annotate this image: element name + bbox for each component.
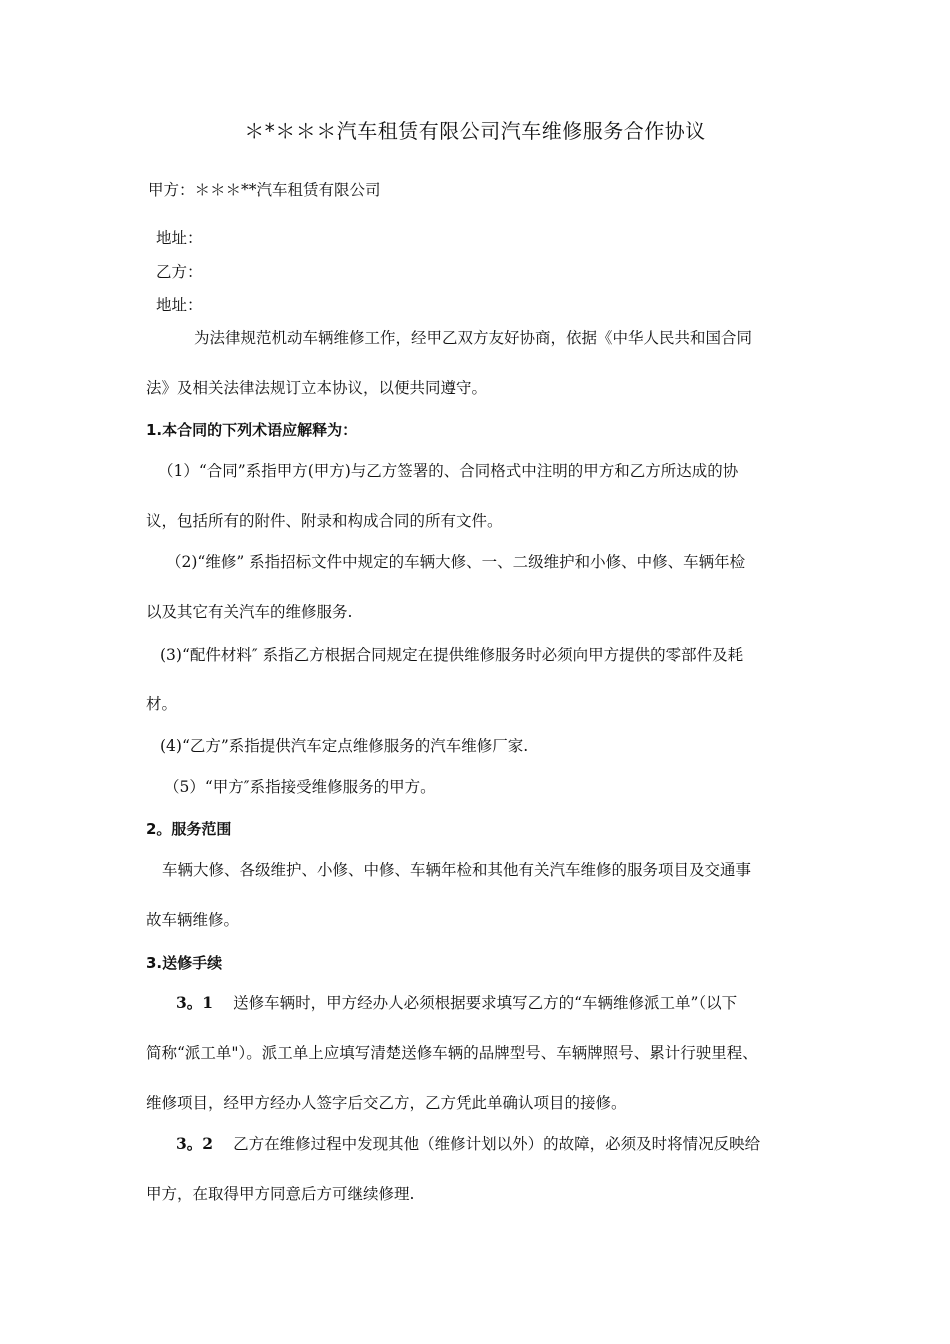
clause-number: 3。1 xyxy=(176,993,214,1012)
section-heading-scope: 2。服务范围 xyxy=(146,820,232,838)
term-item-party-a: （5）“甲方″系指接受维修服务的甲方。 xyxy=(164,778,436,796)
address-a-line: 地址： xyxy=(156,229,203,247)
clause-3-1-line: 维修项目，经甲方经办人签字后交乙方，乙方凭此单确认项目的接修。 xyxy=(146,1094,627,1112)
section-heading-procedure: 3.送修手续 xyxy=(146,954,223,972)
clause-3-2-line xyxy=(176,1134,760,1154)
term-item-repair-line: （2)“维修” 系指招标文件中规定的车辆大修、一、二级维护和小修、中修、车辆年检 xyxy=(166,553,746,571)
scope-paragraph-line: 故车辆维修。 xyxy=(146,911,240,929)
clause-3-1-line: 简称“派工单"）。派工单上应填写清楚送修车辆的品牌型号、车辆牌照号、累计行驶里程、 xyxy=(146,1044,758,1062)
term-item-party-b: (4)“乙方”系指提供汽车定点维修服务的汽车维修厂家. xyxy=(160,737,529,755)
clause-3-1-line xyxy=(176,993,737,1013)
intro-paragraph-line: 法》及相关法律法规订立本协议，以便共同遵守。 xyxy=(146,379,488,397)
party-b-line: 乙方： xyxy=(156,263,203,281)
scope-paragraph-line: 车辆大修、各级维护、小修、中修、车辆年检和其他有关汽车维修的服务项目及交通事 xyxy=(162,861,752,879)
term-item-contract-line: （1）“合同”系指甲方(甲方)与乙方签署的、合同格式中注明的甲方和乙方所达成的协 xyxy=(158,462,739,480)
clause-text: 送修车辆时，甲方经办人必须根据要求填写乙方的“车辆维修派工单”（以下 xyxy=(233,994,738,1012)
clause-3-2-line: 甲方，在取得甲方同意后方可继续修理. xyxy=(146,1185,415,1203)
party-a-line: 甲方：＊＊＊**汽车租赁有限公司 xyxy=(148,181,381,199)
term-item-repair-line: 以及其它有关汽车的维修服务. xyxy=(146,603,353,621)
clause-number: 3。2 xyxy=(176,1134,214,1153)
term-item-contract-line: 议，包括所有的附件、附录和构成合同的所有文件。 xyxy=(146,512,503,530)
clause-text: 乙方在维修过程中发现其他（维修计划以外）的故障，必须及时将情况反映给 xyxy=(233,1135,761,1153)
document-title: ＊*＊＊＊汽车租赁有限公司汽车维修服务合作协议 xyxy=(244,119,706,143)
section-heading-terms: 1.本合同的下列术语应解释为： xyxy=(146,421,358,439)
term-item-parts-line: 材。 xyxy=(146,695,178,713)
intro-paragraph-line: 为法律规范机动车辆维修工作，经甲乙双方友好协商，依据《中华人民共和国合同 xyxy=(194,329,753,347)
term-item-parts-line: (3)“配件材料″ 系指乙方根据合同规定在提供维修服务时必须向甲方提供的零部件及耗 xyxy=(160,646,744,664)
address-b-line: 地址： xyxy=(156,296,203,314)
